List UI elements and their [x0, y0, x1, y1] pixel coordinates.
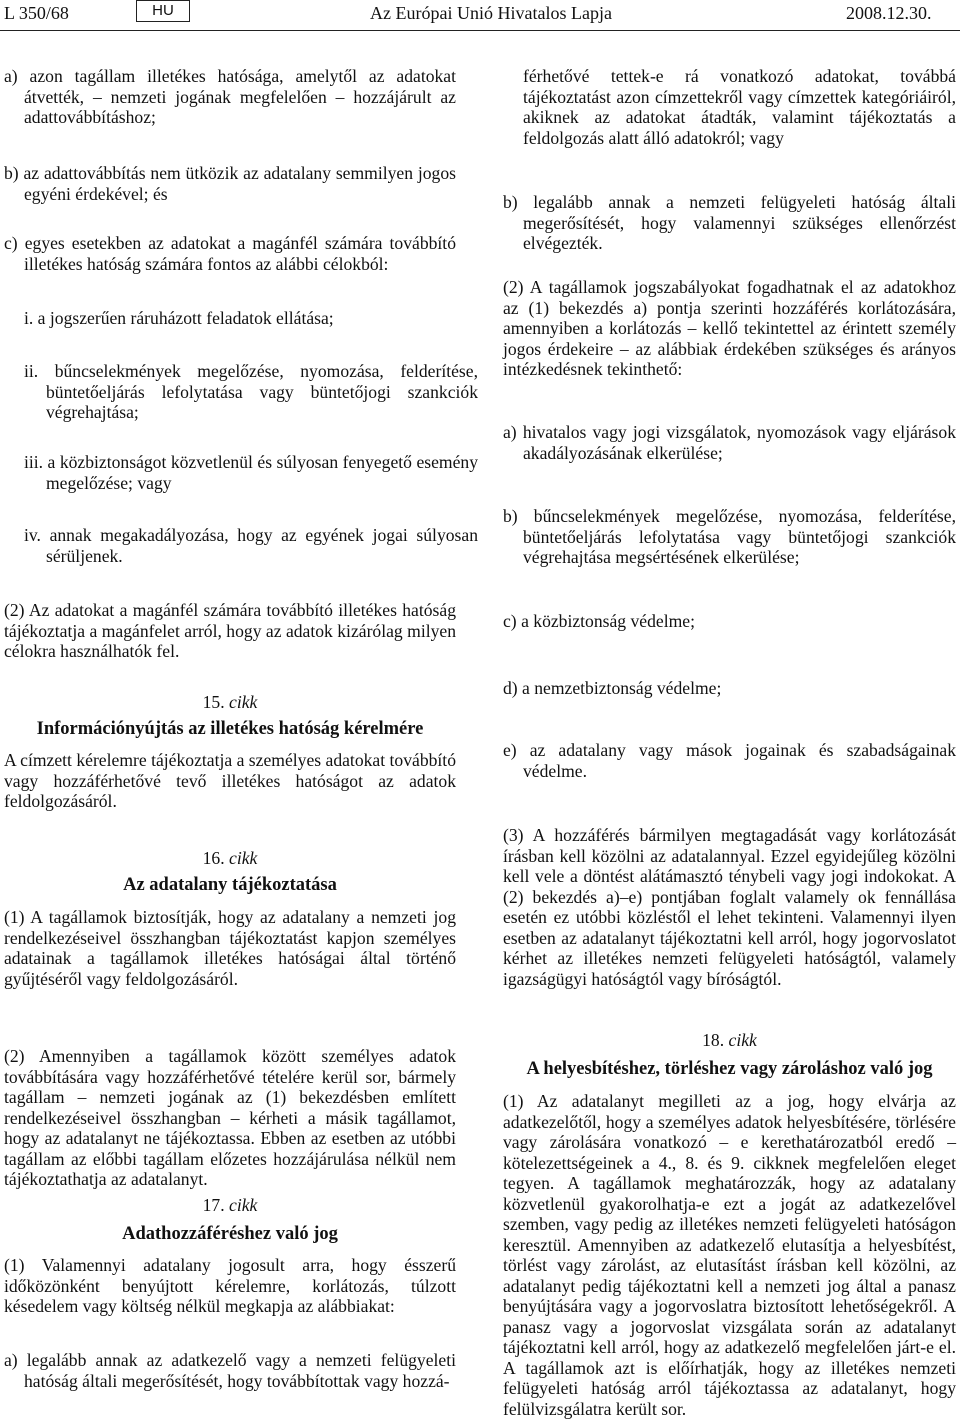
journal-title: Az Európai Unió Hivatalos Lapja: [370, 3, 612, 23]
publication-date: 2008.12.30.: [846, 3, 932, 23]
item-e-rights: e) az adatalany vagy mások jogainak és szabadságainak védelme.: [503, 740, 956, 781]
article-17-title: Adathozzáféréshez való jog: [122, 1224, 338, 1244]
item-b-confirmation: b) legalább annak a nemzeti felügyeleti hatóság általi megerősítését, hogy valamennyi szükséges ellenőrzést elvégezték.: [503, 192, 956, 253]
page-reference: L 350/68: [4, 3, 69, 23]
article-15-text: A címzett kérelemre tájékoztatja a személyes adatokat továbbító vagy hozzáférhetővé tevő illetékes hatóságot az adatok feldolgozásáról.: [4, 750, 456, 811]
item-b-crimes: b) bűncselekmények megelőzése, nyomozása, felderítése, büntetőeljárás lefolytatása vagy büntetőjogi szankciók végrehajtása megsértésének elkerülése;: [503, 506, 956, 567]
paragraph-3-refusal: (3) A hozzáférés bármilyen megtagadását vagy korlátozását írásban kell közölni az adatalannyal. Ezzel egyidejűleg közölni kell vele a döntést alátámasztó ténybeli vagy jogi indokokat. A (2) bekezdés a)–e) pontjában foglalt valamely ok fennállása esetén ez utóbbi közléstől el lehet tekinteni. Valamennyi ilyen esetben az adatalanyt tájékoztatni kell arról, hogy jogorvoslatot kérhet az illetékes nemzeti felügyeleti hatóságtól, valamely igazságügyi hatóságtól vagy bíróságtól.: [503, 825, 956, 989]
item-ii: ii. bűncselekmények megelőzése, nyomozása, felderítése, büntetőeljárás lefolytatása vagy büntetőjogi szankciók végrehajtása;: [24, 361, 478, 422]
article-17-paragraph-1: (1) Valamennyi adatalany jogosult arra, hogy ésszerű időközönként benyújtott kérelemre, korlátozás, túlzott késedelem vagy költség nélkül megkapja az alábbiakat:: [4, 1255, 456, 1316]
article-15-number: 15. cikk: [202, 692, 258, 712]
article-17-number: 17. cikk: [202, 1195, 258, 1215]
article-15-title: Információnyújtás az illetékes hatóság kérelmére: [36, 719, 424, 739]
article-16-paragraph-1: (1) A tagállamok biztosítják, hogy az adatalany a nemzeti jog rendelkezéseivel összhangban tájékoztatást kapjon személyes adatainak a tagállamok illetékes hatóságai által történő gyűjtéséről vagy feldolgozásáról.: [4, 907, 456, 989]
article-18-number: 18. cikk: [702, 1030, 757, 1050]
item-iv: iv. annak megakadályozása, hogy az egyének jogai súlyosan sérüljenek.: [24, 525, 478, 566]
article-18-paragraph-1: (1) Az adatalanyt megilleti az a jog, hogy elvárja az adatkezelőtől, hogy a személyes adatok helyesbítésére, törlésére vagy zárolására vonatkozó – e kerethatározatból eredő – kötelezettségeinek a 4., 8. és 9. cikknek megfelelően eleget tegyen. A tagállamok meghatározzák, hogy az adatalany közvetlenül gyakorolhatja-e ezt a jogát az adatkezelővel szemben, vagy pedig az illetékes nemzeti felügyeleti hatóságon keresztül. Amennyiben az adatkezelő elutasítja a helyesbítést, törlést vagy zárolást, az elutasítást írásban kell közölni, az adatalanyt pedig tájékoztatni kell a nemzeti jog által a panasz benyújtására vagy a jogorvoslatra biztosított lehetőségekről. A panasz vagy a jogorvoslat vizsgálata során az adatalanyt tájékoztatni kell arról, hogy az adatkezelő megfelelően járt-e el. A tagállamok azt is előírhatják, hogy az illetékes nemzeti felügyeleti hatóság arról tájékoztassa az adatalanyt, hogy felülvizsgálatra került sor.: [503, 1091, 956, 1419]
paragraph-a-consent: a) azon tagállam illetékes hatósága, amelytől az adatokat átvették, – nemzeti jogának megfelelően – hozzájárult az adattovábbításhoz;: [4, 66, 456, 127]
item-c-public-security: c) a közbiztonság védelme;: [503, 611, 695, 631]
header-rule: [0, 30, 960, 31]
item-a-investigations: a) hivatalos vagy jogi vizsgálatok, nyomozások vagy eljárások akadályozásának elkerülése;: [503, 422, 956, 463]
article-16-paragraph-2: (2) Amennyiben a tagállamok között személyes adatok továbbítására vagy hozzáférhetővé tételére kerül sor, bármely tagállam – nemzeti jogának az (1) bekezdésben említett rendelkezéseivel összhangban – kérheti a másik tagállamot, hogy az adatalanyt ne tájékoztassa. Ebben az esetben az utóbbi tagállam az előbbi tagállam előzetes hozzájárulása nélkül nem tájékoztathatja az adatalanyt.: [4, 1046, 456, 1189]
page-header: [0, 0, 960, 28]
language-badge: HU: [136, 0, 190, 22]
item-iii: iii. a közbiztonságot közvetlenül és súlyosan fenyegető esemény megelőzése; vagy: [24, 452, 478, 493]
paragraph-c-cases: c) egyes esetekben az adatokat a magánfél számára továbbító illetékes hatóság számára fontos az alábbi célokból:: [4, 233, 456, 274]
item-i: i. a jogszerűen ráruházott feladatok ellátása;: [24, 308, 334, 328]
article-16-number: 16. cikk: [202, 848, 258, 868]
item-d-national-security: d) a nemzetbiztonság védelme;: [503, 678, 722, 698]
article-16-title: Az adatalany tájékoztatása: [123, 875, 337, 895]
article-18-title: A helyesbítéshez, törléshez vagy zároláshoz való jog: [526, 1059, 933, 1079]
paragraph-2: (2) Az adatokat a magánfél számára továbbító illetékes hatóság tájékoztatja a magánfelet arról, hogy az adatok kizárólag milyen célokra használhatók fel.: [4, 600, 456, 661]
article-17-item-a: a) legalább annak az adatkezelő vagy a nemzeti felügyeleti hatóság általi megerősítését, hogy továbbítottak vagy hozzá-: [4, 1350, 456, 1391]
continued-paragraph: férhetővé tettek-e rá vonatkozó adatokat, továbbá tájékoztatást azon címzettekről vagy címzettek kategóriáiról, akiknek az adatokat átadták, valamint tájékoztatás a feldolgozás alatt álló adatokról; vagy: [523, 66, 956, 148]
paragraph-b-interest: b) az adattovábbítás nem ütközik az adatalany semmilyen jogos egyéni érdekével; és: [4, 163, 456, 204]
paragraph-2-restrictions: (2) A tagállamok jogszabályokat fogadhatnak el az adatokhoz az (1) bekezdés a) pontja szerinti hozzáférés korlátozására, amennyiben a korlátozás – kellő tekintettel az érintett személy jogos érdekeire – az alábbiak érdekében szükséges és arányos intézkedésnek tekinthető:: [503, 277, 956, 379]
